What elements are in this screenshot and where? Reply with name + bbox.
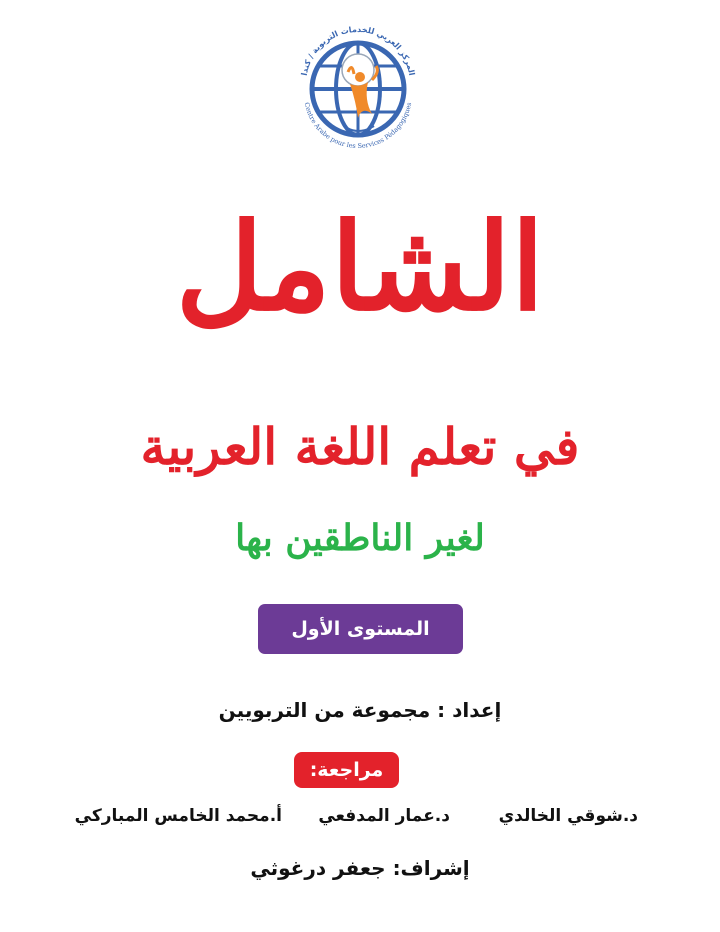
prepared-by: إعداد : مجموعة من التربويين	[218, 698, 502, 722]
globe-logo-icon	[288, 14, 428, 164]
book-subtitle: في تعلم اللغة العربية	[140, 417, 580, 476]
level-badge	[258, 604, 463, 654]
reviewer-name: د.شوقي الخالدي	[498, 806, 638, 826]
audience-subtitle: لغير الناطقين بها	[235, 517, 485, 559]
center-logo	[288, 14, 428, 164]
review-badge	[294, 752, 399, 788]
book-title: الشامل	[175, 197, 545, 338]
logo-arabic-text: المركز العربي للخدمات التربوية / كندا	[299, 24, 417, 77]
reviewer-name: أ.محمد الخامس المباركي	[74, 806, 282, 826]
reviewer-name: د.عمار المدفعي	[318, 806, 450, 826]
supervision-line: إشراف: جعفر درغوثي	[250, 856, 470, 880]
level-label: المستوى الأول	[291, 618, 430, 640]
logo-french-text: Centre Arabe pour les Services Pédagogiques	[302, 101, 414, 151]
review-label: مراجعة:	[309, 759, 384, 781]
